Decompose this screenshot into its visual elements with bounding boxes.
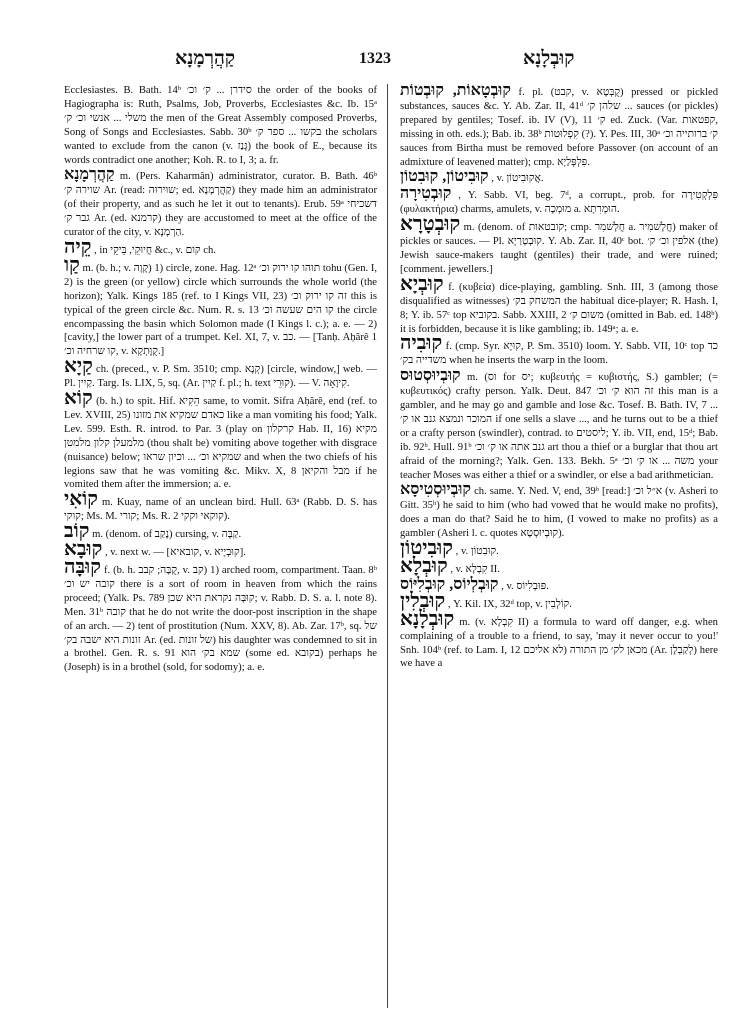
- entry-headword: קוּבְטָאוֹת, קוּבְטוֹת: [400, 84, 511, 99]
- entry-definition: , in חֲיוּקֵי, בֵּיקֵי &c., v. קום ch.: [94, 244, 216, 256]
- entry-definition: (b. h.) to spit. Hif. הֵקִיא same, to vomit. Sifra Aḥărê, end (ref. to Lev. XVIII, 25) כאדם שמקיא את מזונו like a man vomiting his food; Yalk. Lev. 599. Esth. R. introd. to Par. 3 (play on קרקלון Hab. II, 16) מקיא מלמעלן קלון מלמטן (thou shalt be) vomiting above together with disgrace (nuisance) below; שמקיא וכ׳ ... וכיון שראו and when the two chiefs of his legions saw that he was vomiting &c. Mikv. X, 8 מבל והקיאן if he vomited them after the immersion; a. e.: [64, 396, 377, 491]
- dictionary-entry: [400, 369, 718, 482]
- entry-definition: f. (κυβεία) dice-playing, gambling. Snh. III, 3 (among those disqualified as witnesses) המשחק בק׳ the habitual dice-player; R. Hash. I, 8; Y. ib. 57ᶜ top בקוביא. Sabb. XXIII, 2 משום ק׳ (omitted in Bab. ed. 148ᵇ) it is forbidden, because it is like gambling; ib. 149ᵃ; a. e.: [400, 281, 718, 335]
- dictionary-entry: [64, 168, 377, 240]
- running-head-left: קַהֲרְמָנָא: [175, 48, 236, 69]
- entry-definition: Ecclesiastes. B. Bath. 14ᵇ סידרן ... ק׳ וכ׳ the order of the books of Hagiographa is: Ruth, Psalms, Job, Proverbs, Ecclesiastes &c. Ib. 15ᵃ משלי ... אנשי וכ׳ ק׳ the men of the Great Assembly composed Proverbs, Song of Songs and Ecclesiastes. Sabb. 30ᵇ בקשו ... ספר ק׳ the scholars wanted to exclude from the canon (v. גָּנַז) the book of E., because its words contradict one another; Koh. R. to I, 3; a. fr.: [64, 85, 377, 166]
- dictionary-entry: [400, 272, 718, 337]
- page-header: [0, 48, 750, 74]
- entry-definition: f. pl. (קבט, v. קֻבְּטָא) pressed or pickled substances, sauces &c. Y. Ab. Zar. II, 41ᵈ שלהן ק׳ ... sauces (or pickles) prepared by gentiles; Tosef. ib. IV (V), 11 ק׳ ed. Zuck. (Var. קפטאות, missing in oth. eds.); Bab. ib. 38ᵇ קִפְלוּטוֹת (?). Y. Pes. III, 30ᵃ ק׳ ברותייה וכ׳ sauces from Birtha must be removed before Passover (on account of an admixture of leavened matter); cmp. פִּלְפְּלַיָא.: [400, 87, 718, 168]
- dictionary-entry: [64, 538, 377, 561]
- entry-definition: m. (v. קִבְלָא II) a formula to ward off danger, e.g. when complaining of a trouble to a friend, to say, 'may it never occur to you!' Snh. 104ᵇ (ref. to Lam. I, 12 מכאן לק׳ מן התורה (לא אליכם (Ar. לְקַבְלָן) here we have a: [400, 616, 718, 670]
- entry-definition: m. (וס for יס; κυβευτής = κυβιστής, S.) gambler; (= κυβευτικός) crafty person. Yalk. Deut. 847 זה הוא ק׳ וכ׳ this man is a gambler, and he may go and gamble and lose &c. Tosef. B. Bath. IV, 7 ... המוכר ונמצא גנב או ק׳ if one sells a slave ..., and he turns out to be a thief or a crafty person (swindler), contrad. to ליסטים; Y. ib. VII, end, 15ᵈ; Bab. ib. 92ᵇ. Hull. 91ᵇ גנב אתה או ק׳ וכ׳ art thou a thief or a burglar that thou art afraid of the morning?; Yalk. Gen. 133. Bekh. 5ᵃ משה ... או ק׳ וכ׳ your teacher Moses was either a thief or a swindler, or else a bad arithmetician.: [400, 372, 718, 481]
- entry-definition: , Y. Sabb. VI, beg. 7ᵈ, a corrupt., prob. for פִּלְקְטִירָה (φυλακτήρια) charms, amulets, v. מוּמְכָה a. הוּמְרִתָא.: [400, 190, 718, 216]
- entry-headword: קוּבְטִירָה: [400, 185, 452, 203]
- entry-definition: , Y. Kil. IX, 32ᵈ top, v. קוֹלְבִין.: [447, 598, 572, 610]
- entry-headword: קוּבְלָא: [400, 555, 448, 577]
- entry-definition: m. (denom. of קובטאות; cmp. חֲלָשׁמִר a. חֲלָשׁמִיר) maker of pickles or sauces. — Pl. קוּבְטְרַיָא. Y. Ab. Zar. II, 40ᶜ bot. אלפין וכ׳ ק׳ (the) Jewish sauce-makers taught (gentiles) their trade, and were ruined; [comment. jewellers.]: [400, 222, 718, 275]
- entry-headword: קוּבְיוּסְטִיסָא: [400, 481, 471, 499]
- entry-headword: קַהֲרְמָנָא: [64, 166, 115, 184]
- dictionary-entry: [64, 556, 377, 675]
- entry-headword: קוֹב: [64, 520, 90, 543]
- dictionary-entry: [64, 235, 377, 258]
- page-number: 1323: [359, 50, 391, 67]
- entry-definition: f. (cmp. Syr. קוּיָא, P. Sm. 3510) loom. Y. Sabb. VII, 10ᶜ top כד משדייה בק׳ when he inserts the warp in the loom.: [400, 341, 718, 367]
- entry-headword: קַו: [64, 253, 80, 276]
- dictionary-entry: [64, 253, 377, 359]
- entry-definition: , v. פּוּבְלִיוֹס.: [501, 580, 549, 592]
- entry-definition: ch. (preced., v. P. Sm. 3510; cmp. קְנָא) [circle, window,] web. — Pl. קַיִין. Targ. Is. LIX, 5, sq. (Ar. קַיִין f. pl.; h. text קוּרֵי). — V. קִיוָאָה.: [64, 364, 377, 390]
- entry-headword: קוּבִיטוֹן: [400, 537, 453, 560]
- entry-headword: קוּבָא: [64, 538, 103, 561]
- dictionary-entry: [400, 575, 718, 594]
- entry-headword: קוֹאִי: [64, 488, 98, 511]
- dictionary-entry: [64, 84, 377, 167]
- entry-headword: קוּבְלְיוֹס, קוּבְלִיּוֹס: [400, 575, 499, 593]
- dictionary-entry: [400, 483, 718, 541]
- entry-headword: קוּבְלִין: [400, 589, 446, 612]
- entry-definition: , v. next w. — [קובאיא, v. קוּבְיָיא].: [104, 547, 246, 559]
- entry-headword: קֵיה: [64, 235, 92, 258]
- entry-headword: קוּבְלָנָא: [400, 607, 455, 630]
- left-column: [64, 84, 377, 1008]
- entry-headword: קוּבְטָרָא: [400, 213, 461, 236]
- entry-definition: m. (denom. of נָקַב) cursing, v. קַבָּה.: [92, 529, 242, 541]
- dictionary-entry: [400, 555, 718, 577]
- column-divider: [387, 84, 388, 1008]
- entry-headword: קוּבָּה: [64, 556, 101, 578]
- entry-definition: , v. אֲקוּבִיטוֹן.: [491, 173, 544, 185]
- dictionary-entry: [400, 332, 718, 368]
- entry-headword: קוּבִיה: [400, 332, 443, 355]
- entry-headword: קַיָא: [64, 355, 93, 378]
- dictionary-entry: [400, 213, 718, 277]
- entry-headword: קוּבְיָא: [400, 272, 444, 295]
- dictionary-entry: [64, 355, 377, 391]
- entry-definition: , v. קִבְלָא II.: [450, 564, 500, 575]
- entry-definition: , v. קוּבִטוֹן.: [455, 546, 499, 558]
- right-column: [400, 84, 718, 1008]
- dictionary-entry: [400, 170, 718, 186]
- entry-definition: m. (b. h.; v. קָוָה) 1) circle, zone. Hag. 12ᵃ תוהו קו ירוק וכ׳ tohu (Gen. I, 2) is the green (or yellow) circle which surrounds the whole world (the horizon); Yalk. Kings 185 (ref. to I Kings VII, 23) זה קו ירוק וכ׳ this is typical of the green circle &c. Num. R. s. 13 קו הים שעשה וכ׳ the circle encompassing the basin which Solomon made (I Kings l. c.); a. e. — 2) [cavity,] the lower part of a trumpet. Kel. XI, 7, v. כב. — [Tanḥ. Aḥărê 1 קו שרחיה וכ׳, v. קֻוֶּתְקָא.]: [64, 262, 377, 358]
- dictionary-entry: [64, 387, 377, 492]
- dictionary-entry: [64, 520, 377, 543]
- entry-headword: קוֹא: [64, 387, 93, 410]
- entry-definition: m. (Pers. Kaharmân) administrator, curator. B. Bath. 46ᵇ שוירה ק׳ Ar. (read: שוּירוּה; ed. קַהֲרְמָנָא) they made him an administrator (of their property, and as such he let it out to tenants). Erub. 59ᵃ דשכיחי גבר ק׳ Ar. (ed. קרמנא) they are accustomed to meet at the office of the curator of the city, v. הַרְמְנָא.: [64, 171, 377, 239]
- dictionary-entry: [400, 84, 718, 169]
- entry-headword: קוּבְיוּסְטוּס: [400, 367, 461, 385]
- entry-definition: ch. same. Y. Ned. V, end, 39ᵇ [read:] א״ל וכ׳ (v. Asheri to Gitt. 35ᵇ) he said to him (who had vowed that he would make no profits), does a man do that? Said he to him, (I vowed to make no profits) as a gambler (Asheri l. c. quotes קוּבְיוּסְטָא).: [400, 486, 718, 540]
- entry-definition: m. Kuay, name of an unclean bird. Hull. 63ᵃ (Rabb. D. S. has קוקי; Ms. M. קורי; Ms. R. 2 קוקאי וקקי).: [64, 497, 377, 523]
- running-head-right: קוּבְלָנָא: [523, 48, 575, 69]
- dictionary-entry: [64, 488, 377, 524]
- entry-headword: קוּבִיטוֹן, קוּבִטוֹן: [400, 168, 489, 186]
- dictionary-entry: [400, 607, 718, 672]
- entry-definition: f. (b. h. קֻבָּה; קבב, v. קב) 1) arched room, compartment. Taan. 8ᵇ קובה יש וכ׳ there is a sort of room in heaven from which the rains proceed; (Yalk. Ps. 789 קוּבָּה נקראת היא שכן; v. Rabb. D. S. a. l. note 8). Men. 31ᵇ קובה that he do not write the door-post inscription in the shape of an arch. — 2) tent of prostitution (Num. XXV, 8). Ab. Zar. 17ᵇ, sq. של זונות היא ישבה בק׳ Ar. (ed. של זונות) his daughter was condemned to sit in a brothel. Gen. R. s. 91 שמא בק׳ הוא (some ed. בקובא) perhaps he (Joseph) is in a brothel (sold, for sodomy); a. e.: [64, 565, 377, 674]
